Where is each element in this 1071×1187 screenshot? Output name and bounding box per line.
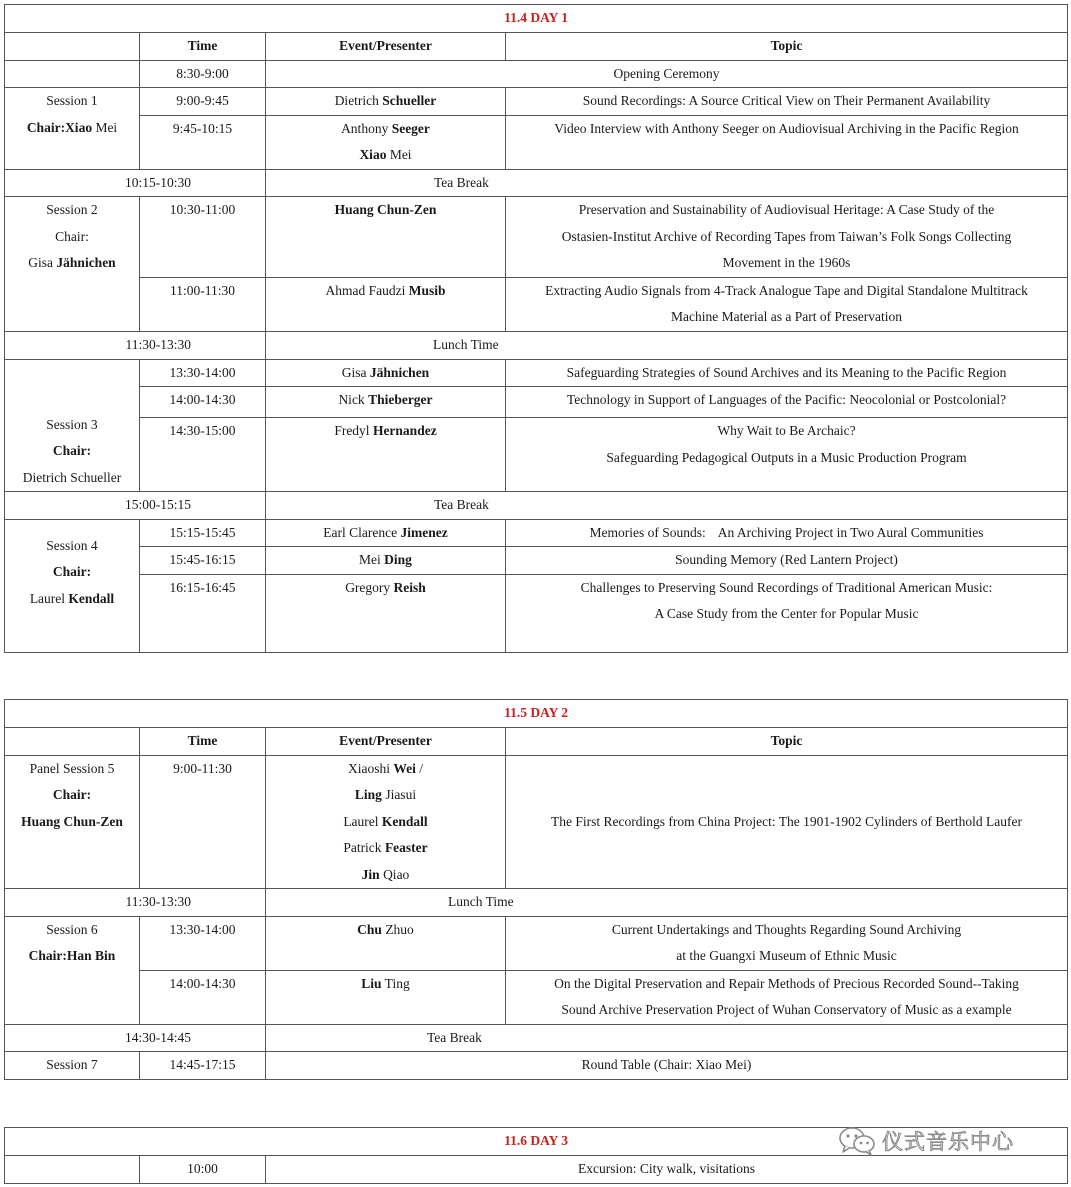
topic-cell: Round Table (Chair: Xiao Mei) xyxy=(266,1052,1068,1080)
break-time: 10:15-10:30 xyxy=(5,169,266,197)
presenter-cell: Fredyl Hernandez xyxy=(266,418,506,492)
header-topic: Topic xyxy=(506,33,1068,61)
topic-cell: Opening Ceremony xyxy=(266,60,1068,88)
presenter-cell: Earl Clarence Jimenez xyxy=(266,519,506,547)
topic-cell: The First Recordings from China Project: The 1901-1902 Cylinders of Berthold Laufer xyxy=(506,755,1068,889)
topic-cell: On the Digital Preservation and Repair Methods of Precious Recorded Sound--Taking Sound Archive Preservation Project of Wuhan Conservatory of Music as a example xyxy=(506,970,1068,1024)
presenter-cell: Liu Ting xyxy=(266,970,506,1024)
time-cell: 14:00-14:30 xyxy=(140,387,266,418)
session-name: Session 1 xyxy=(46,93,98,108)
topic-cell: Challenges to Preserving Sound Recordings of Traditional American Music: A Case Study from the Center for Popular Music xyxy=(506,574,1068,652)
time-cell: 8:30-9:00 xyxy=(140,60,266,88)
watermark-text: 仪式音乐中心 xyxy=(882,1130,1014,1154)
time-cell: 10:30-11:00 xyxy=(140,197,266,278)
time-cell: 13:30-14:00 xyxy=(140,359,266,387)
session-cell: Session 6 Chair:Han Bin xyxy=(5,916,140,1024)
presenter-cell: Mei Ding xyxy=(266,547,506,575)
presenter-cell: Huang Chun-Zen xyxy=(266,197,506,278)
lunch-time: 11:30-13:30 xyxy=(5,331,266,359)
topic-cell: Preservation and Sustainability of Audiovisual Heritage: A Case Study of the Ostasien-Institut Archive of Recording Tapes from Taiwan’s Folk Songs Collecting Movement in the 1960s xyxy=(506,197,1068,278)
topic-cell: Memories of Sounds: An Archiving Project in Two Aural Communities xyxy=(506,519,1068,547)
presenter-cell: Ahmad Faudzi Musib xyxy=(266,277,506,331)
topic-cell: Excursion: City walk, visitations xyxy=(266,1156,1068,1184)
time-cell: 15:15-15:45 xyxy=(140,519,266,547)
break-label: Tea Break xyxy=(266,1024,1068,1052)
break-time: 14:30-14:45 xyxy=(5,1024,266,1052)
day-title: 11.6 DAY 3 xyxy=(5,1128,1068,1156)
topic-cell: Sound Recordings: A Source Critical View on Their Permanent Availability xyxy=(506,88,1068,116)
time-cell: 13:30-14:00 xyxy=(140,916,266,970)
topic-cell: Technology in Support of Languages of the Pacific: Neocolonial or Postcolonial? xyxy=(506,387,1068,418)
topic-cell: Safeguarding Strategies of Sound Archives and its Meaning to the Pacific Region xyxy=(506,359,1068,387)
session-cell xyxy=(5,88,140,170)
presenter-cell: Chu Zhuo xyxy=(266,916,506,970)
day-title: 11.5 DAY 2 xyxy=(5,700,1068,728)
time-cell: 14:30-15:00 xyxy=(140,418,266,492)
day2-schedule-table xyxy=(4,699,1068,1080)
lunch-time: 11:30-13:30 xyxy=(5,889,266,917)
session-cell: Panel Session 5 Chair: Huang Chun-Zen xyxy=(5,755,140,889)
day-title: 11.4 DAY 1 xyxy=(5,5,1068,33)
watermark xyxy=(838,1124,1014,1158)
topic-cell: Current Undertakings and Thoughts Regarding Sound Archiving at the Guangxi Museum of Ethnic Music xyxy=(506,916,1068,970)
header-event: Event/Presenter xyxy=(266,33,506,61)
presenter-cell: Nick Thieberger xyxy=(266,387,506,418)
time-cell: 16:15-16:45 xyxy=(140,574,266,652)
presenter-cell: Anthony Seeger Xiao Mei xyxy=(266,115,506,169)
time-cell: 9:45-10:15 xyxy=(140,115,266,169)
lunch-label: Lunch Time xyxy=(266,331,1068,359)
break-label: Tea Break xyxy=(266,492,1068,520)
time-cell: 14:45-17:15 xyxy=(140,1052,266,1080)
header-time: Time xyxy=(140,33,266,61)
break-label: Tea Break xyxy=(266,169,1068,197)
session-cell: Session 2 Chair: Gisa Jähnichen xyxy=(5,197,140,332)
presenter-cell: Gisa Jähnichen xyxy=(266,359,506,387)
topic-cell: Video Interview with Anthony Seeger on Audiovisual Archiving in the Pacific Region xyxy=(506,115,1068,169)
header-topic: Topic xyxy=(506,728,1068,756)
wechat-icon xyxy=(838,1126,876,1156)
presenter-cell: Dietrich Schueller xyxy=(266,88,506,116)
day1-schedule-table xyxy=(4,4,1068,653)
presenter-cell: Gregory Reish xyxy=(266,574,506,652)
lunch-label: Lunch Time xyxy=(266,889,1068,917)
break-time: 15:00-15:15 xyxy=(5,492,266,520)
time-cell: 10:00 xyxy=(140,1156,266,1184)
time-cell: 14:00-14:30 xyxy=(140,970,266,1024)
session-cell: Session 4 Chair: Laurel Kendall xyxy=(5,519,140,652)
session-cell: Session 3 Chair: Dietrich Schueller xyxy=(5,359,140,492)
time-cell: 15:45-16:15 xyxy=(140,547,266,575)
presenter-cell: Xiaoshi Wei / Ling Jiasui Laurel Kendall Patrick Feaster Jin Qiao xyxy=(266,755,506,889)
topic-cell: Why Wait to Be Archaic? Safeguarding Pedagogical Outputs in a Music Production Program xyxy=(506,418,1068,492)
topic-cell: Extracting Audio Signals from 4-Track Analogue Tape and Digital Standalone Multitrack Machine Material as a Part of Preservation xyxy=(506,277,1068,331)
session-chair: Chair:Xiao Mei xyxy=(26,119,118,135)
header-event: Event/Presenter xyxy=(266,728,506,756)
header-time: Time xyxy=(140,728,266,756)
time-cell: 9:00-11:30 xyxy=(140,755,266,889)
time-cell: 11:00-11:30 xyxy=(140,277,266,331)
topic-cell: Sounding Memory (Red Lantern Project) xyxy=(506,547,1068,575)
session-cell: Session 7 xyxy=(5,1052,140,1080)
time-cell: 9:00-9:45 xyxy=(140,88,266,116)
